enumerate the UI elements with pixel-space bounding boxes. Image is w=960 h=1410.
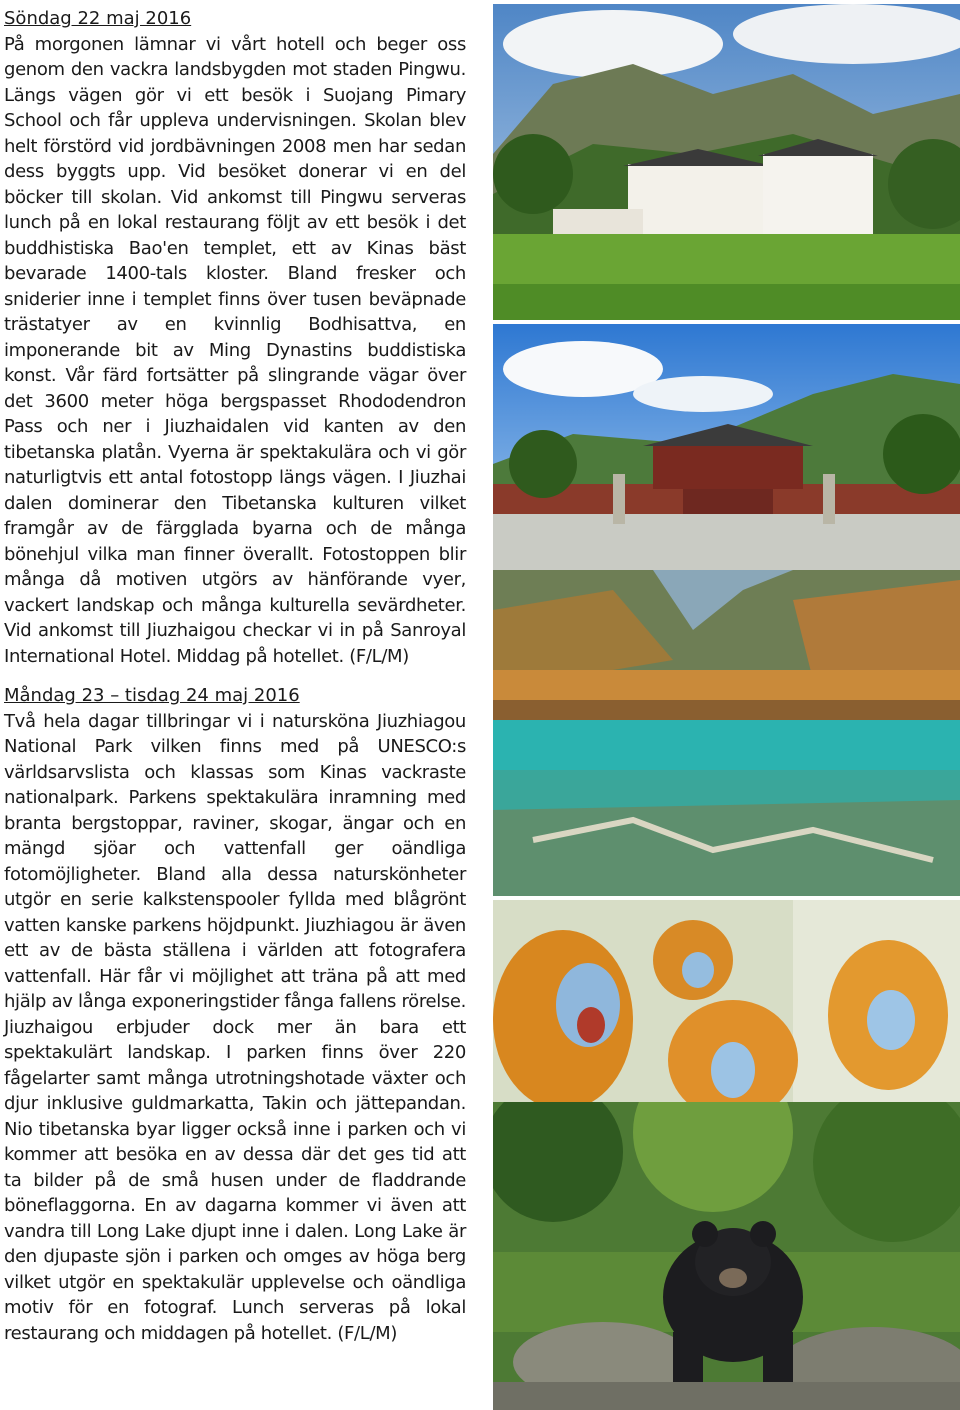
itinerary-text-column [4, 6, 466, 1346]
day2-body: Två hela dagar tillbringar vi i natursköna Jiuzhiagou National Park vilken finns med på UNESCO:s världsarvslista och klassas som Kinas vackraste nationalpark. Parkens spektakulära inramning med branta bergstoppar, raviner, skogar, ängar och en mängd sjöar och vattenfall ger oändliga fotomöjligheter. Bland alla dessa naturskönheter utgör en serie kalkstenspooler fyllda med blågrönt vatten kanske parkens höjdpunkt. Jiuzhiagou är även ett av de bästa ställena i världen att fotografera vattenfall. Här får vi möjlighet att träna på att med hjälp av långa exponeringstider fånga fallens rörelse. Jiuzhaigou erbjuder dock mer än bara ett spektakulärt landskap. I parken finns över 220 fågelarter samt många utrotningshotade växter och djur inklusive guldmarkatta, Takin och jättepandan. Nio tibetanska byar ligger också inne i parken och vi kommer att besöka en av dessa där det ges tid att ta bilder på de små husen under de fladdrande böneflaggorna. En av dagarna kommer vi även att vandra till Long Lake djupt inne i dalen. Long Lake är den djupaste sjön i parken och omges av höga berg vilket utgör en spektakulär upplevelse och oändliga motiv för en fotograf. Lunch serveras på lokal restaurang och middagen på hotellet. (F/L/M) [4, 710, 466, 1344]
village-photo [493, 4, 960, 320]
bear-photo [493, 1102, 960, 1410]
day1-body: På morgonen lämnar vi vårt hotell och beger oss genom den vackra landsbygden mot staden Pingwu. Längs vägen gör vi ett besök i Suojang Pimary School och får uppleva undervisningen. Skolan blev helt förstörd vid jordbävningen 2008 men har sedan dess byggts upp. Vid besöket donerar vi en del böcker till skolan. Vid ankomst till Pingwu serveras lunch på en lokal restaurang följt av ett besök i det buddhistiska Bao'en templet, ett av Kinas bäst bevarade 1400-tals kloster. Bland fresker och sniderier inne i templet finns över tusen beväpnade trästatyer av en kvinnlig Bodhisattva, en imponerande bit av Ming Dynastins buddistiska konst. Vår färd fortsätter på slingrande vägar över det 3600 meter höga bergspasset Rhododendron Pass och ner i Jiuzhaidalen vid kanten av den tibetanska platån. Vyerna är spektakulära och vi gör naturligtvis ett antal fotostopp längs vägen. I Jiuzhai dalen dominerar den Tibetanska kulturen vilket framgår av de färgglada byarna och de många bönehjul vilka man finner överallt. Fotostoppen blir många då motiven utgörs av hänförande vyer, vackert landskap och många kulturella sevärdheter. Vid ankomst till Jiuzhaigou checkar vi in på Sanroyal International Hotel. Middag på hotellet. (F/L/M) [4, 33, 466, 667]
lake-photo [493, 570, 960, 896]
day2-heading: Måndag 23 – tisdag 24 maj 2016 [4, 685, 300, 706]
day1-heading: Söndag 22 maj 2016 [4, 8, 192, 29]
temple-photo [493, 324, 960, 572]
monkeys-photo [493, 900, 960, 1102]
